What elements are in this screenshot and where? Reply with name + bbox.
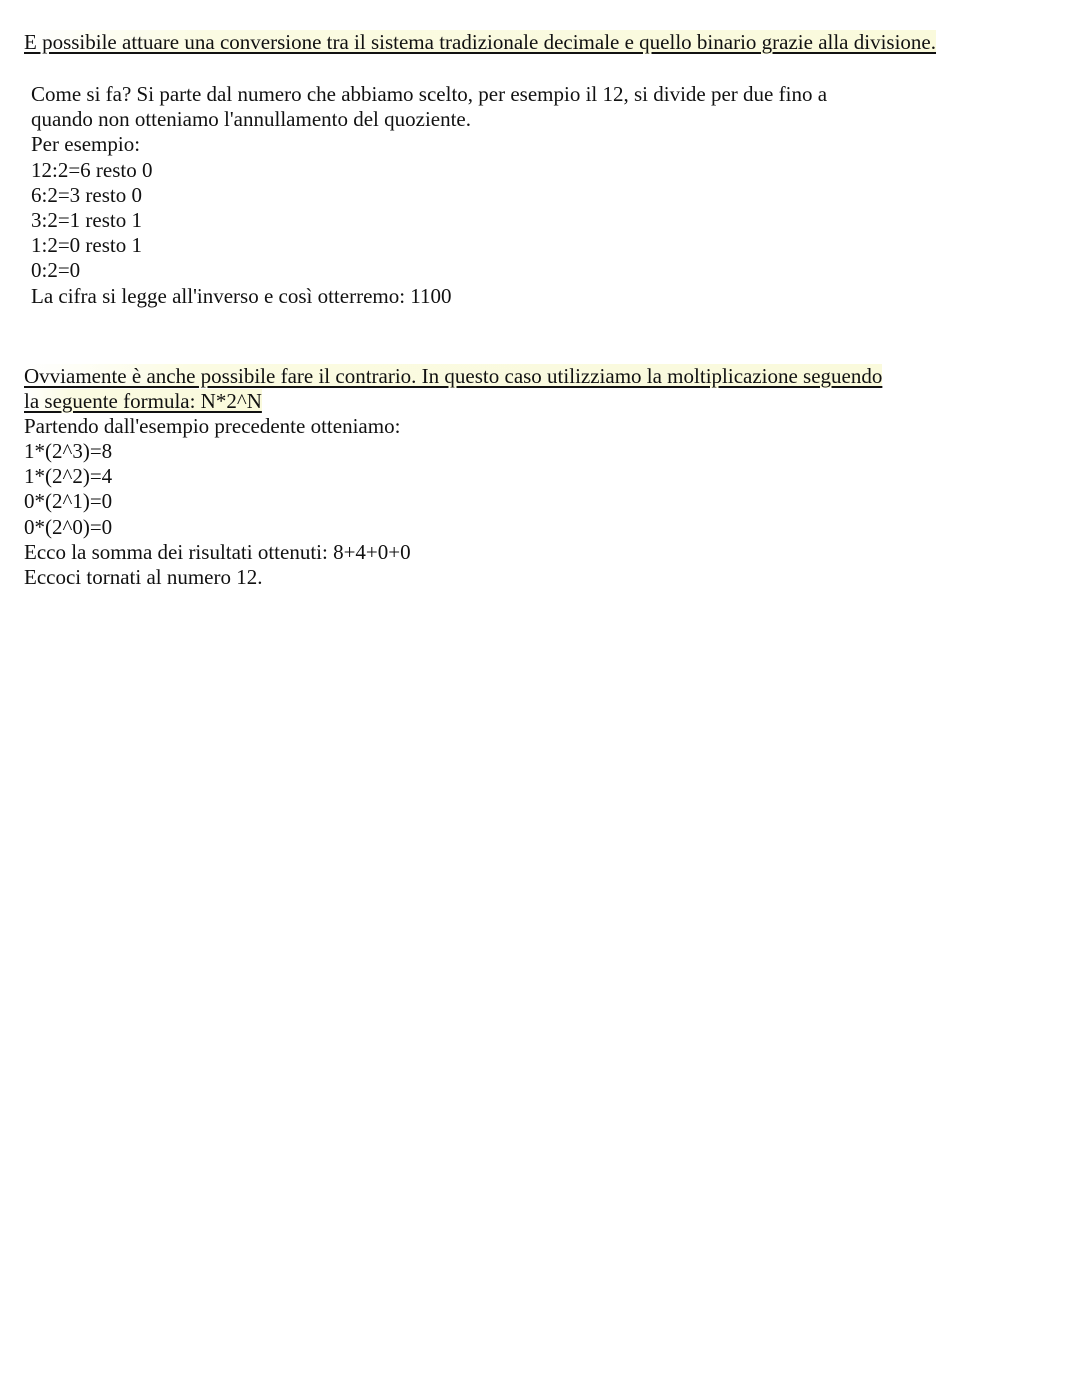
multiplication-step: 0*(2^0)=0 bbox=[24, 515, 113, 539]
section-heading bbox=[24, 364, 882, 389]
multiplication-step: 1*(2^3)=8 bbox=[24, 439, 113, 463]
division-step: 0:2=0 bbox=[31, 258, 81, 282]
heading-text: la seguente formula: N*2^N bbox=[24, 389, 262, 413]
example-label: Per esempio: bbox=[31, 132, 141, 156]
division-step: 3:2=1 resto 1 bbox=[31, 208, 142, 232]
section-heading bbox=[24, 30, 936, 55]
sum-text: Ecco la somma dei risultati ottenuti: 8+4+0+0 bbox=[24, 540, 411, 564]
paragraph-line: Come si fa? Si parte dal numero che abbiamo scelto, per esempio il 12, si divide per due fino a bbox=[31, 82, 828, 106]
conclusion-text: La cifra si legge all'inverso e così otterremo: 1100 bbox=[31, 284, 452, 308]
conclusion-text: Eccoci tornati al numero 12. bbox=[24, 565, 263, 589]
section-heading bbox=[24, 389, 262, 414]
multiplication-step: 1*(2^2)=4 bbox=[24, 464, 113, 488]
intro-text: Partendo dall'esempio precedente otteniamo: bbox=[24, 414, 401, 438]
division-step: 12:2=6 resto 0 bbox=[31, 158, 153, 182]
heading-text: Ovviamente è anche possibile fare il contrario. In questo caso utilizziamo la moltiplicazione seguendo bbox=[24, 364, 883, 388]
division-step: 1:2=0 resto 1 bbox=[31, 233, 142, 257]
division-step: 6:2=3 resto 0 bbox=[31, 183, 142, 207]
heading-text: E possibile attuare una conversione tra il sistema tradizionale decimale e quello binario grazie alla divisione. bbox=[24, 30, 937, 54]
multiplication-step: 0*(2^1)=0 bbox=[24, 489, 113, 513]
paragraph-line: quando non otteniamo l'annullamento del quoziente. bbox=[31, 107, 472, 131]
